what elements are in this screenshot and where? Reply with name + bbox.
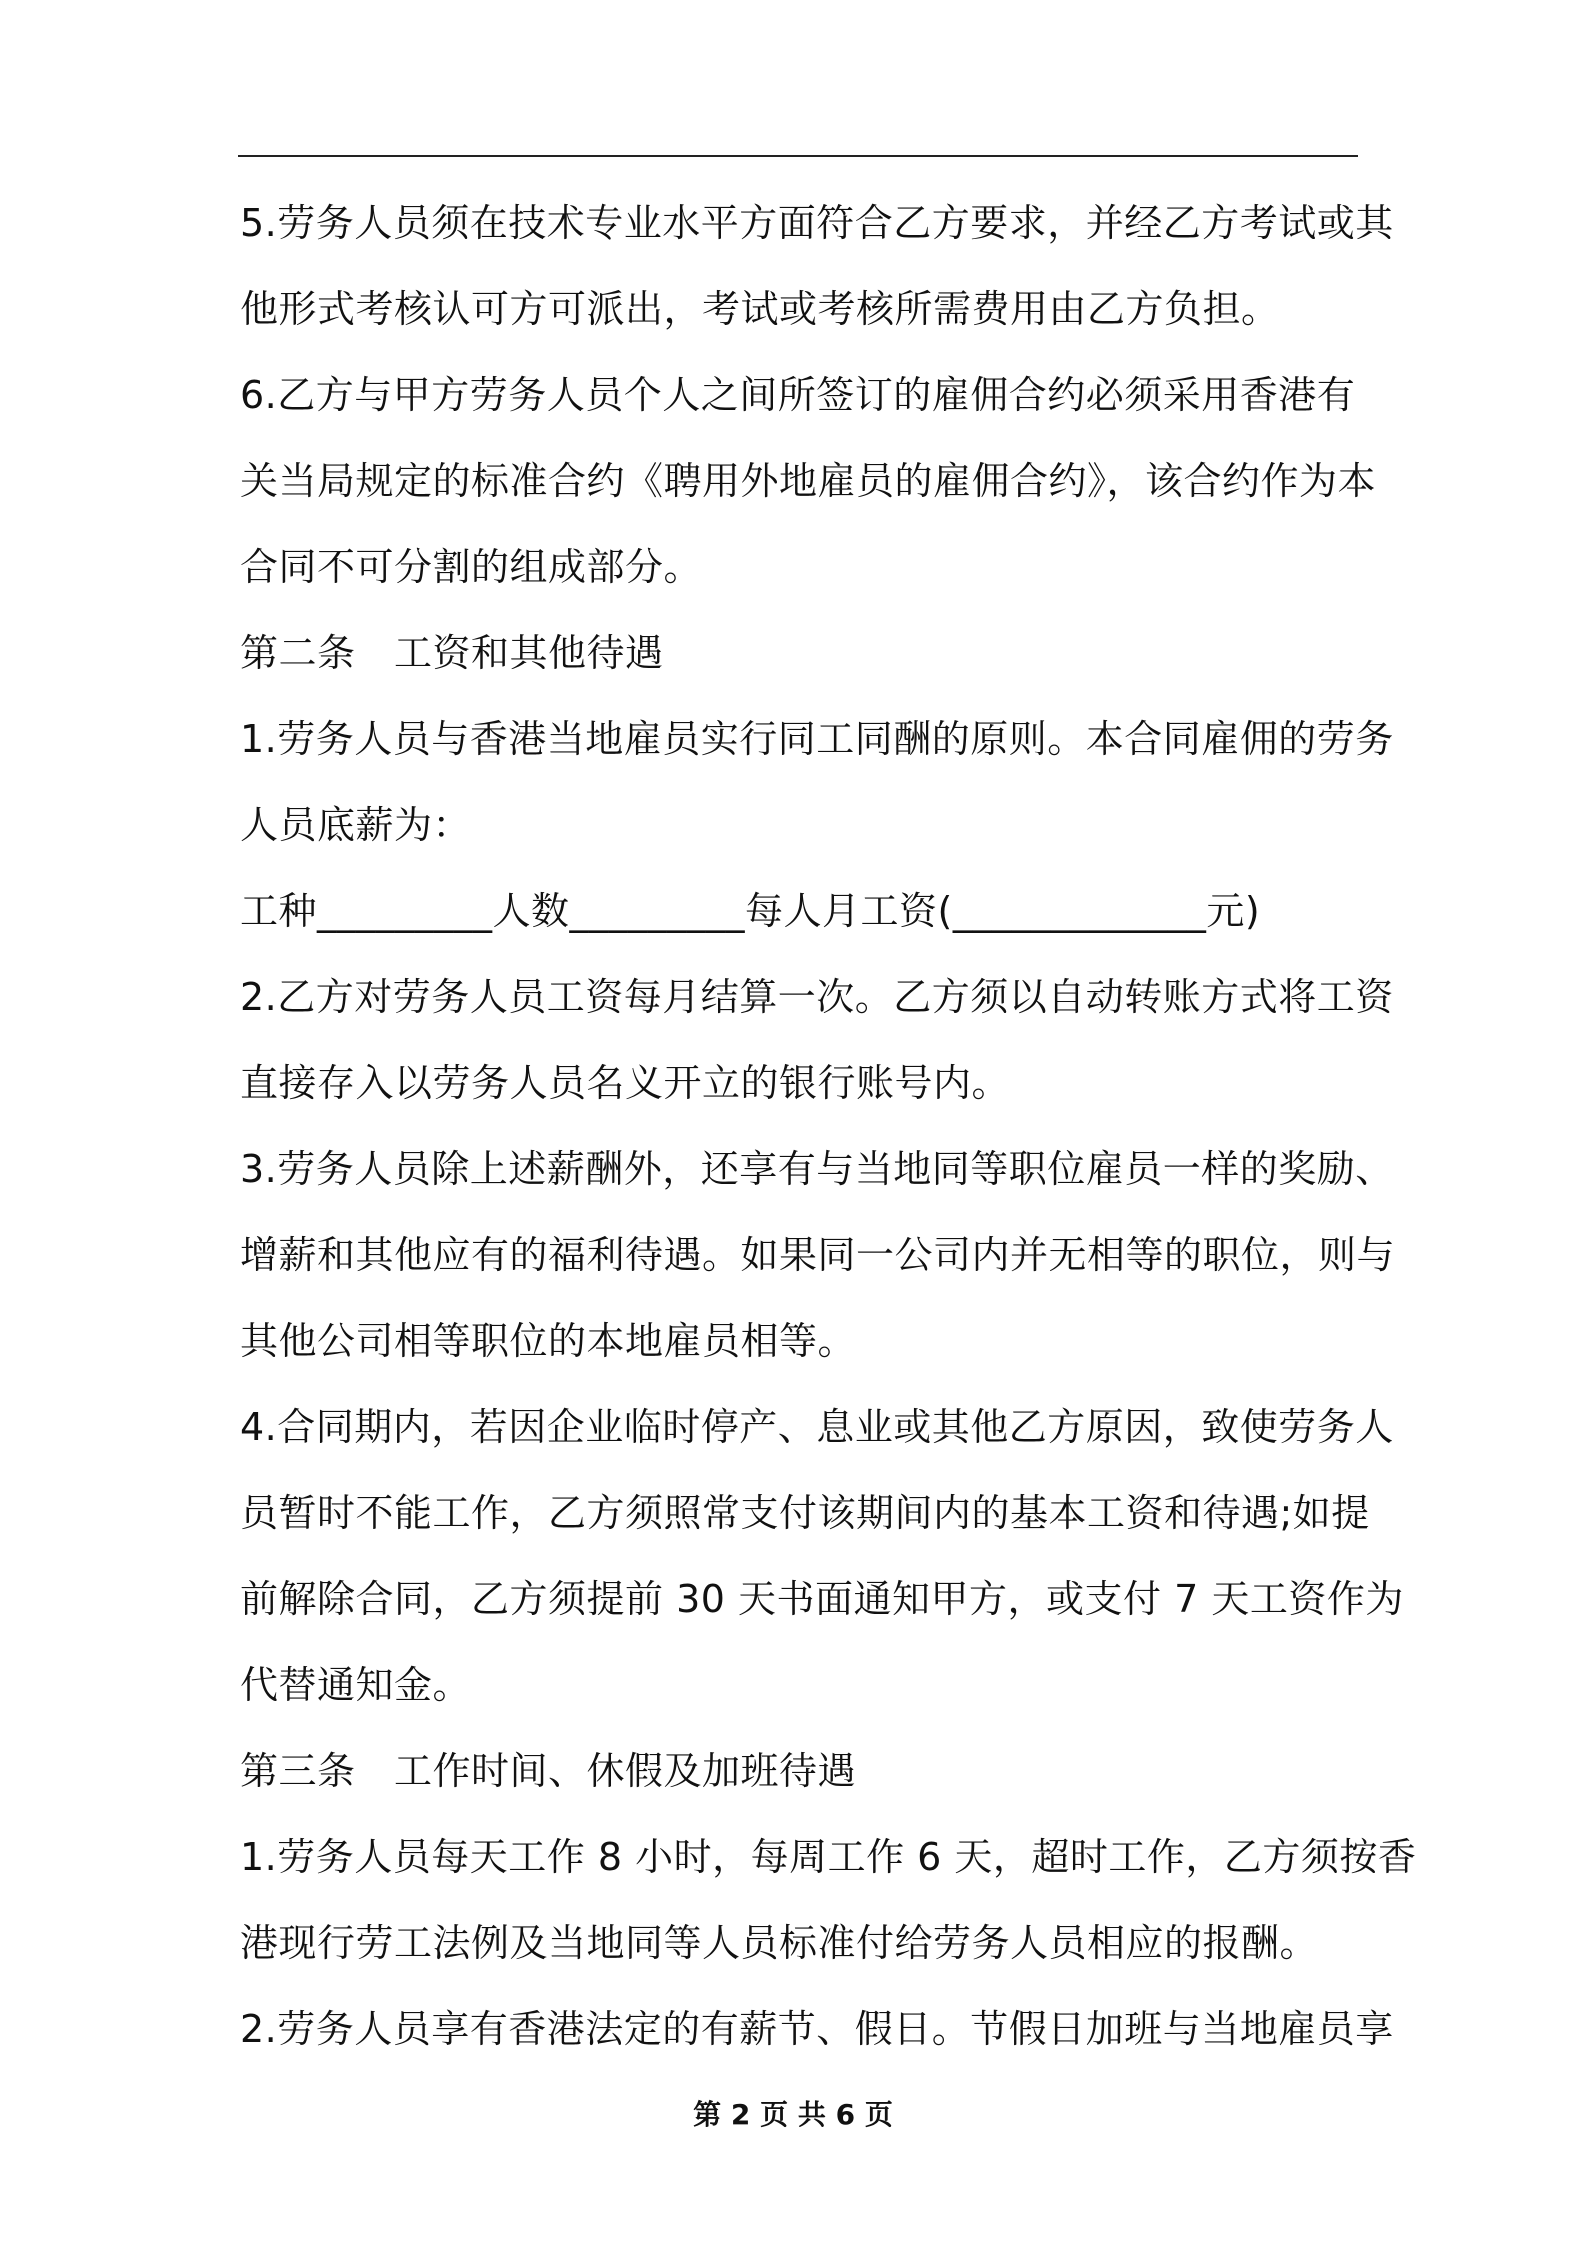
page-number-label: 第 2 页 共 6 页 xyxy=(693,2098,893,2131)
page-footer xyxy=(0,2095,1586,2135)
body-line: 1.劳务人员与香港当地雇员实行同工同酬的原则。本合同雇佣的劳务 xyxy=(240,717,1394,761)
body-line: 直接存入以劳务人员名义开立的银行账号内。 xyxy=(240,1061,1011,1105)
body-line: 港现行劳工法例及当地同等人员标准付给劳务人员相应的报酬。 xyxy=(240,1921,1319,1965)
body-line: 增薪和其他应有的福利待遇。如果同一公司内并无相等的职位，则与 xyxy=(240,1233,1396,1277)
body-line: 员暂时不能工作，乙方须照常支付该期间内的基本工资和待遇;如提 xyxy=(240,1491,1370,1535)
salary-blank-line: 工种_________人数_________每人月工资(_____________元) xyxy=(240,889,1261,933)
header-rule xyxy=(238,155,1358,157)
body-line: 5.劳务人员须在技术专业水平方面符合乙方要求，并经乙方考试或其 xyxy=(240,201,1394,245)
section-heading: 第二条 工资和其他待遇 xyxy=(240,631,664,675)
document-body xyxy=(240,180,1417,2072)
body-line: 人员底薪为： xyxy=(240,803,472,847)
body-line: 代替通知金。 xyxy=(240,1663,472,1707)
body-line: 合同不可分割的组成部分。 xyxy=(240,545,703,589)
body-line: 关当局规定的标准合约《聘用外地雇员的雇佣合约》，该合约作为本 xyxy=(240,459,1377,503)
body-line: 6.乙方与甲方劳务人员个人之间所签订的雇佣合约必须采用香港有 xyxy=(240,373,1356,417)
body-line: 其他公司相等职位的本地雇员相等。 xyxy=(240,1319,857,1363)
body-line: 2.劳务人员享有香港法定的有薪节、假日。节假日加班与当地雇员享 xyxy=(240,2007,1394,2051)
body-line: 2.乙方对劳务人员工资每月结算一次。乙方须以自动转账方式将工资 xyxy=(240,975,1394,1019)
section-heading: 第三条 工作时间、休假及加班待遇 xyxy=(240,1749,857,1793)
body-line: 1.劳务人员每天工作 8 小时，每周工作 6 天，超时工作，乙方须按香 xyxy=(240,1835,1417,1879)
body-line: 前解除合同，乙方须提前 30 天书面通知甲方，或支付 7 天工资作为 xyxy=(240,1577,1404,1621)
body-line: 3.劳务人员除上述薪酬外，还享有与当地同等职位雇员一样的奖励、 xyxy=(240,1147,1394,1191)
body-line: 他形式考核认可方可派出，考试或考核所需费用由乙方负担。 xyxy=(240,287,1280,331)
body-line: 4.合同期内，若因企业临时停产、息业或其他乙方原因，致使劳务人 xyxy=(240,1405,1394,1449)
